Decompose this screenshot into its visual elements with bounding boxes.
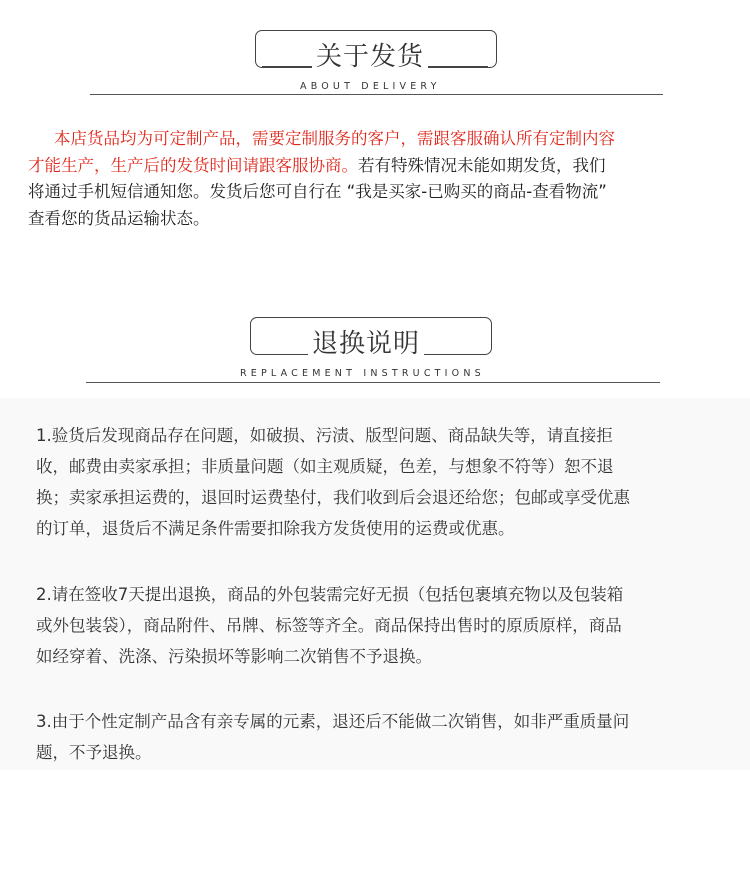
replacement-divider <box>86 382 660 383</box>
instruction-line: 1.验货后发现商品存在问题，如破损、污渍、版型问题、商品缺失等，请直接拒 <box>36 426 613 445</box>
instruction-item-3 <box>36 706 720 768</box>
instruction-line: 3.由于个性定制产品含有亲专属的元素，退还后不能做二次销售，如非严重质量问 <box>36 712 630 731</box>
replacement-header <box>0 314 750 394</box>
about-delivery-text <box>28 126 718 232</box>
instruction-item-2 <box>36 579 720 672</box>
about-red-text-2: 才能生产，生产后的发货时间请跟客服协商。 <box>28 155 358 175</box>
instruction-line: 换；卖家承担运费的，退回时运费垫付，我们收到后会退还给您；包邮或享受优惠 <box>36 488 630 507</box>
about-subtitle: ABOUT DELIVERY <box>300 81 441 92</box>
replacement-subtitle: REPLACEMENT INSTRUCTIONS <box>240 368 485 379</box>
about-red-text-1: 本店货品均为可定制产品，需要定制服务的客户，需跟客服确认所有定制内容 <box>54 129 615 148</box>
about-text-line-4: 查看您的货品运输状态。 <box>28 208 210 228</box>
instruction-item-1 <box>36 420 720 544</box>
instruction-line: 收，邮费由卖家承担；非质量问题（如主观质疑，色差，与想象不符等）恕不退 <box>36 457 614 476</box>
instruction-line: 如经穿着、洗涤、污染损坏等影响二次销售不予退换。 <box>36 647 432 666</box>
about-black-text-2: 若有特殊情况未能如期发货，我们 <box>358 155 606 175</box>
instruction-line: 题，不予退换。 <box>36 743 152 762</box>
replacement-title: 退换说明 <box>308 329 424 359</box>
instruction-line: 的订单，退货后不满足条件需要扣除我方发货使用的运费或优惠。 <box>36 519 515 538</box>
about-divider <box>90 94 663 95</box>
about-title: 关于发货 <box>312 42 428 72</box>
instruction-line: 2.请在签收7天提出退换，商品的外包装需完好无损（包括包裹填充物以及包装箱 <box>36 585 624 604</box>
replacement-instructions-panel <box>0 398 750 770</box>
instruction-line: 或外包装袋），商品附件、吊牌、标签等齐全。商品保持出售时的原质原样，商品 <box>36 616 622 635</box>
about-delivery-header <box>0 28 750 108</box>
about-text-line-3: 将通过手机短信通知您。发货后您可自行在 “我是买家-已购买的商品-查看物流” <box>28 182 607 201</box>
